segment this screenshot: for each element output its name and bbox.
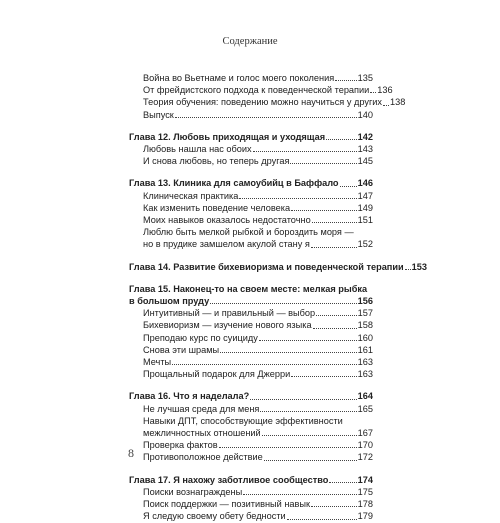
entry-title: Клиническая практика <box>143 190 239 201</box>
entry-title: Выпуск <box>143 109 174 120</box>
dot-leader <box>253 150 357 152</box>
page-number: 8 <box>128 446 134 460</box>
dot-leader <box>311 246 357 248</box>
chapter-entry[interactable] <box>129 390 373 402</box>
entry-page-number: 174 <box>357 474 373 485</box>
toc-section <box>129 72 406 121</box>
entry-page-number: 163 <box>357 357 373 368</box>
toc-entry[interactable] <box>129 486 373 498</box>
toc-section <box>129 283 373 381</box>
dot-leader <box>311 505 357 507</box>
table-of-contents <box>129 72 427 523</box>
entry-title: Поиск поддержки — позитивный навык <box>143 499 311 510</box>
entry-page-number: 156 <box>357 296 373 307</box>
chapter-entry-line[interactable]: Глава 15. Наконец-то на своем месте: мелкая рыбка <box>129 283 368 294</box>
entry-title: но в прудике замшелом акулой стану я <box>143 239 310 250</box>
toc-section <box>129 131 373 168</box>
entry-title: Не лучшая среда для меня <box>143 403 260 414</box>
dot-leader <box>210 302 356 304</box>
entry-page-number: 178 <box>357 499 373 510</box>
toc-entry[interactable] <box>129 143 373 155</box>
chapter-entry[interactable] <box>129 261 427 273</box>
dot-leader <box>262 434 357 436</box>
entry-title: Бихевиоризм — изучение нового языка <box>143 320 312 331</box>
toc-entry[interactable] <box>129 155 373 167</box>
entry-page-number: 158 <box>357 320 373 331</box>
entry-title: Интуитивный — и правильный — выбор <box>143 308 316 319</box>
toc-entry[interactable] <box>129 202 373 214</box>
dot-leader <box>329 481 356 483</box>
dot-leader <box>260 410 356 412</box>
entry-title: Мечты <box>143 357 172 368</box>
entry-title: Война во Вьетнаме и голос моего поколения <box>143 73 335 83</box>
toc-entry[interactable] <box>129 109 373 121</box>
toc-entry[interactable] <box>129 319 373 331</box>
dot-leader <box>259 339 357 341</box>
entry-page-number: 140 <box>357 109 373 120</box>
toc-entry[interactable] <box>129 307 373 319</box>
dot-leader <box>326 138 357 140</box>
toc-entry[interactable] <box>129 498 373 510</box>
toc-entry[interactable] <box>129 238 373 250</box>
toc-entry[interactable] <box>129 84 393 96</box>
toc-section <box>129 177 373 250</box>
dot-leader <box>250 398 356 400</box>
dot-leader <box>290 162 356 164</box>
entry-page-number: 149 <box>357 202 373 213</box>
entry-title: Прощальный подарок для Джерри <box>143 369 291 380</box>
entry-page-number: 170 <box>357 440 373 451</box>
entry-page-number: 136 <box>377 85 393 96</box>
entry-page-number: 138 <box>390 97 406 108</box>
entry-title: Глава 14. Развитие бихевиоризма и поведенческой терапии <box>129 261 404 272</box>
toc-entry[interactable] <box>129 510 373 522</box>
entry-page-number: 160 <box>357 332 373 343</box>
toc-entry[interactable] <box>129 403 373 415</box>
entry-title: Преподаю курс по суициду <box>143 332 258 343</box>
dot-leader <box>370 91 376 93</box>
toc-entry[interactable] <box>129 190 373 202</box>
dot-leader <box>405 268 411 270</box>
toc-entry[interactable] <box>129 451 373 463</box>
dot-leader <box>340 185 357 187</box>
dot-leader <box>313 327 357 329</box>
entry-page-number: 147 <box>357 190 373 201</box>
entry-page-number: 142 <box>357 131 373 142</box>
entry-title: И снова любовь, но теперь другая <box>143 156 290 167</box>
entry-page-number: 165 <box>357 403 373 414</box>
toc-entry[interactable] <box>129 214 373 226</box>
dot-leader <box>383 104 389 106</box>
toc-entry[interactable] <box>129 368 373 380</box>
entry-title: Любовь нашла нас обоих <box>143 144 252 155</box>
entry-page-number: 151 <box>357 215 373 226</box>
dot-leader <box>239 197 356 199</box>
dot-leader <box>243 493 356 495</box>
dot-leader <box>312 221 357 223</box>
entry-page-number: 172 <box>357 452 373 463</box>
entry-title: От фрейдистского подхода к поведенческой терапии <box>143 85 370 96</box>
toc-entry[interactable] <box>129 72 373 84</box>
entry-title: Снова эти шрамы <box>143 344 220 355</box>
dot-leader <box>175 116 357 118</box>
entry-page-number: 152 <box>357 239 373 250</box>
entry-title: в большом пруду <box>129 296 210 307</box>
entry-page-number: 135 <box>357 73 373 83</box>
dot-leader <box>219 446 357 448</box>
entry-title: Глава 16. Что я наделала? <box>129 391 250 402</box>
dot-leader <box>316 314 357 316</box>
entry-page-number: 179 <box>357 511 373 522</box>
entry-title: Я следую своему обету бедности <box>143 511 286 522</box>
toc-entry[interactable] <box>129 332 373 344</box>
entry-page-number: 161 <box>357 344 373 355</box>
toc-section <box>129 474 373 523</box>
toc-section <box>129 390 373 463</box>
chapter-entry[interactable] <box>129 177 373 189</box>
chapter-entry[interactable] <box>129 474 373 486</box>
entry-title: Теория обучения: поведению можно научиться у других <box>143 97 383 108</box>
entry-page-number: 145 <box>357 156 373 167</box>
dot-leader <box>172 363 356 365</box>
dot-leader <box>264 459 357 461</box>
entry-title: Моих навыков оказалось недостаточно <box>143 215 311 226</box>
dot-leader <box>220 351 357 353</box>
toc-entry-line[interactable]: Люблю быть мелкой рыбкой и бороздить моря — <box>143 227 354 238</box>
dot-leader <box>291 375 356 377</box>
entry-page-number: 163 <box>357 369 373 380</box>
toc-entry[interactable] <box>129 439 373 451</box>
entry-title: Глава 17. Я нахожу заботливое сообщество <box>129 474 329 485</box>
entry-title: Проверка фактов <box>143 440 218 451</box>
running-head: Содержание <box>222 36 278 47</box>
dot-leader <box>335 79 356 81</box>
entry-title: Противоположное действие <box>143 452 263 463</box>
entry-title: Поиски вознаграждены <box>143 486 243 497</box>
toc-entry[interactable] <box>129 96 406 108</box>
toc-section <box>129 261 427 273</box>
entry-title: Как изменить поведение человека <box>143 202 291 213</box>
entry-page-number: 175 <box>357 486 373 497</box>
chapter-entry[interactable] <box>129 131 373 143</box>
entry-page-number: 143 <box>357 144 373 155</box>
entry-title: межличностных отношений <box>143 428 261 439</box>
toc-entry[interactable] <box>129 344 373 356</box>
entry-title: Глава 13. Клиника для самоубийц в Баффало <box>129 178 339 189</box>
dot-leader <box>287 518 357 520</box>
entry-page-number: 164 <box>357 391 373 402</box>
toc-entry-line[interactable]: Навыки ДПТ, способствующие эффективности <box>143 415 343 426</box>
entry-title: Глава 12. Любовь приходящая и уходящая <box>129 131 326 142</box>
chapter-entry[interactable] <box>129 295 373 307</box>
entry-page-number: 146 <box>357 178 373 189</box>
entry-page-number: 157 <box>357 308 373 319</box>
entry-page-number: 167 <box>357 428 373 439</box>
toc-entry[interactable] <box>129 427 373 439</box>
toc-entry[interactable] <box>129 356 373 368</box>
entry-page-number: 153 <box>411 261 427 272</box>
dot-leader <box>291 209 357 211</box>
